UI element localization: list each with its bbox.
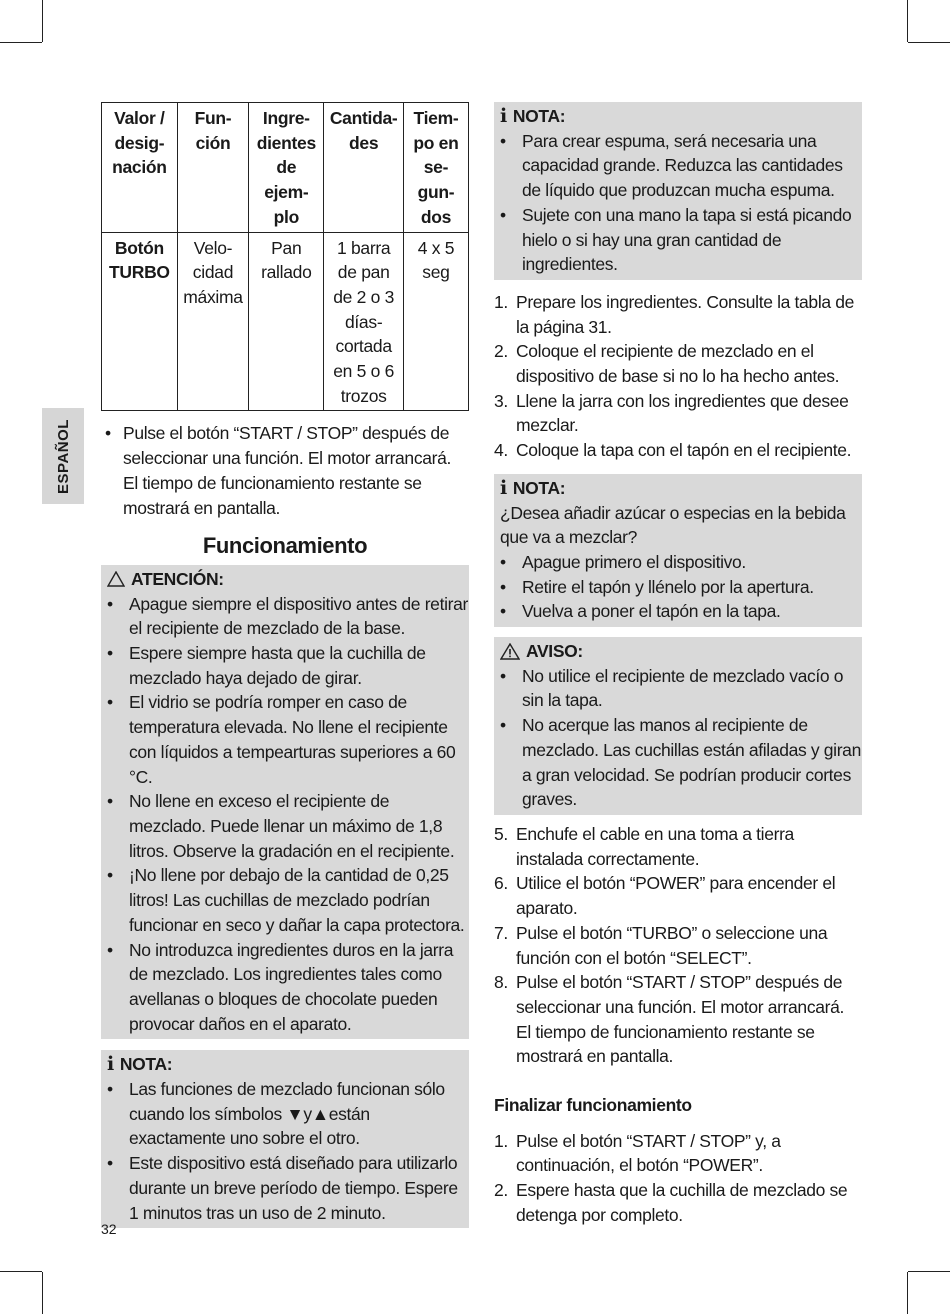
bullet: •: [500, 665, 506, 686]
step-text: Llene la jarra con los ingredientes que desee mezclar.: [516, 390, 849, 436]
table-header-cell: Tiem- po en se- gun- dos: [403, 103, 468, 233]
nota-title: [107, 1052, 469, 1077]
after-table-text: Pulse el botón “START / STOP” después de seleccionar una función. El motor arrancará. El tiempo de funcionamiento restante se mostrará en pantalla.: [123, 423, 451, 518]
bullet: •: [107, 692, 113, 713]
nota-title-text: NOTA:: [119, 1054, 173, 1075]
bullet: •: [107, 865, 113, 886]
aviso-title-text: AVISO:: [526, 641, 583, 662]
list-item-text: Las funciones de mezclado funcionan sólo cuando los símbolos ▼y▲están exactamente uno sobre el otro.: [129, 1079, 445, 1149]
list-item: [107, 938, 469, 1037]
step-text: Coloque la tapa con el tapón en el recipiente.: [516, 440, 852, 461]
bullet: •: [107, 1153, 113, 1174]
crop-mark: [907, 0, 908, 42]
nota-intro: ¿Desea añadir azúcar o especias en la bebida que va a mezclar?: [500, 502, 846, 548]
step-number: 7.: [494, 922, 508, 943]
aviso-list: [500, 664, 862, 812]
bullet: •: [500, 130, 506, 151]
list-item-text: Sujete con una mano la tapa si está picando hielo o si hay una gran cantidad de ingredientes.: [522, 204, 852, 275]
nota-title-text: NOTA:: [512, 106, 566, 126]
bullet: •: [107, 939, 113, 960]
bullet: •: [107, 643, 113, 664]
list-item: [107, 592, 469, 641]
info-icon: i: [500, 104, 507, 127]
nota-box-right-2: [494, 474, 862, 627]
atencion-list: [107, 592, 469, 1037]
step-item: [494, 921, 862, 970]
list-item: [107, 641, 469, 690]
language-tab-label: ESPAÑOL: [54, 418, 72, 494]
bullet: •: [500, 551, 506, 572]
step-text: Coloque el recipiente de mezclado en el dispositivo de base si no lo ha hecho antes.: [516, 341, 840, 387]
atencion-box: [101, 565, 469, 1039]
nota-title: [500, 104, 862, 129]
nota-list: [107, 1077, 469, 1225]
crop-mark: [42, 0, 43, 42]
list-item-text: No introduzca ingredientes duros en la jarra de mezclado. Los ingredientes tales como avellanas o bloques de chocolate pueden provocar daños en el aparato.: [129, 939, 454, 1034]
list-item: [500, 203, 862, 277]
list-item: [500, 550, 862, 575]
atencion-title-text: ATENCIÓN:: [131, 568, 224, 589]
list-item: [500, 599, 862, 624]
step-item: [494, 871, 862, 920]
table-cell: 4 x 5 seg: [403, 232, 468, 411]
step-item: [494, 389, 862, 438]
aviso-box: [494, 637, 862, 815]
list-item-text: Vuelva a poner el tapón en la tapa.: [522, 601, 781, 622]
list-item: [500, 575, 862, 600]
bullet: •: [500, 601, 506, 622]
step-number: 2.: [494, 341, 508, 362]
list-item-text: Para crear espuma, será necesaria una capacidad grande. Reduzca las cantidades de líquido que produzcan mucha espuma.: [522, 130, 843, 201]
step-number: 4.: [494, 440, 508, 461]
step-number: 8.: [494, 972, 508, 993]
step-text: Enchufe el cable en una toma a tierra instalada correctamente.: [516, 823, 794, 869]
step-number: 1.: [494, 1130, 508, 1151]
nota-box-left: [101, 1050, 469, 1228]
info-icon: i: [107, 1053, 114, 1076]
table-header-cell: Fun- ción: [177, 103, 248, 233]
table-header-cell: Ingre- dientes de ejem- plo: [249, 103, 324, 233]
crop-mark: [907, 1272, 908, 1314]
crop-mark: [0, 1271, 42, 1272]
step-number: 1.: [494, 291, 508, 312]
list-item-text: Apague siempre el dispositivo antes de retirar el recipiente de mezclado de la base.: [129, 593, 468, 639]
steps-list-a: [494, 290, 862, 463]
step-text: Prepare los ingredientes. Consulte la tabla de la página 31.: [516, 291, 855, 337]
list-item-text: No llene en exceso el recipiente de mezclado. Puede llenar un máximo de 1,8 litros. Observe la gradación en el recipiente.: [129, 791, 455, 861]
step-number: 3.: [494, 390, 508, 411]
section-title: Funcionamiento: [202, 533, 368, 559]
step-number: 2.: [494, 1180, 508, 1201]
table-cell: Botón TURBO: [102, 232, 178, 411]
crop-mark: [42, 1272, 43, 1314]
bullet: •: [105, 423, 111, 444]
list-item-text: ¡No llene por debajo de la cantidad de 0,25 litros! Las cuchillas de mezclado podrían funcionar en seco y dañar la capa protectora.: [129, 865, 465, 935]
step-item: [494, 290, 862, 339]
list-item: [107, 1151, 469, 1225]
list-item-text: Retire el tapón y llénelo por la apertura.: [522, 576, 814, 597]
nota-list: [500, 129, 862, 277]
bullet: •: [500, 576, 506, 597]
warning-icon: [107, 571, 125, 587]
table-cell: Pan rallado: [249, 232, 324, 411]
step-text: Pulse el botón “START / STOP” y, a continuación, el botón “POWER”.: [516, 1130, 781, 1176]
table-row: [102, 232, 469, 411]
list-item: [500, 664, 862, 713]
nota-list: [500, 550, 862, 624]
crop-mark: [908, 42, 950, 43]
list-item: [107, 690, 469, 789]
bullet: •: [500, 204, 506, 225]
bullet: •: [500, 715, 506, 736]
step-item: [494, 339, 862, 388]
warning-icon: [500, 643, 520, 660]
language-tab: [42, 408, 84, 504]
step-number: 6.: [494, 873, 508, 894]
crop-mark: [0, 42, 42, 43]
list-item-text: Este dispositivo está diseñado para utilizarlo durante un breve período de tiempo. Espere 1 minutos tras un uso de 2 minuto.: [129, 1153, 458, 1223]
table-header-row: [102, 103, 469, 233]
table-cell: 1 barra de pan de 2 o 3 días- cortada en 5 o 6 trozos: [324, 232, 403, 411]
step-item: [494, 1129, 862, 1178]
nota-title-text: NOTA:: [512, 477, 566, 498]
step-item: [494, 1178, 862, 1227]
crop-mark: [908, 1271, 950, 1272]
step-item: [494, 438, 862, 463]
list-item: [107, 863, 469, 937]
list-item: [500, 129, 862, 203]
table-body: [102, 232, 469, 411]
aviso-title: [500, 639, 862, 664]
list-item-text: No utilice el recipiente de mezclado vacío o sin la tapa.: [522, 665, 844, 711]
bullet: •: [107, 593, 113, 614]
step-number: 5.: [494, 823, 508, 844]
info-icon: i: [500, 476, 507, 499]
list-item-text: Espere siempre hasta que la cuchilla de mezclado haya dejado de girar.: [129, 643, 426, 688]
table-header-cell: Valor / desig- nación: [102, 103, 178, 233]
list-item: [500, 713, 862, 812]
list-item: [101, 421, 469, 520]
step-item: [494, 970, 862, 1069]
list-item: [107, 1077, 469, 1151]
page-number: 32: [101, 1221, 117, 1237]
list-item-text: No acerque las manos al recipiente de mezclado. Las cuchillas están afiladas y giran a gran velocidad. Se podrían producir cortes graves.: [522, 715, 861, 810]
step-text: Espere hasta que la cuchilla de mezclado se detenga por completo.: [516, 1180, 848, 1225]
list-item-text: El vidrio se podría romper en caso de temperatura elevada. No llene el recipiente con líquidos a tempearturas superiores a 60 °C.: [129, 692, 456, 787]
table-cell: Velo- cidad máxima: [177, 232, 248, 411]
settings-table: [101, 102, 469, 411]
step-item: [494, 822, 862, 871]
right-column: [494, 102, 862, 1228]
finalizar-heading: Finalizar funcionamiento: [494, 1095, 692, 1116]
steps-list-c: [494, 1129, 862, 1228]
list-item-text: Apague primero el dispositivo.: [522, 551, 746, 572]
step-text: Pulse el botón “START / STOP” después de seleccionar una función. El motor arrancará. El tiempo de funcionamiento restante se mostrará en pantalla.: [516, 972, 844, 1067]
atencion-title: [107, 567, 469, 592]
nota-box-right-1: [494, 102, 862, 280]
table-header-cell: Cantida- des: [324, 103, 403, 233]
step-text: Pulse el botón “TURBO” o seleccione una función con el botón “SELECT”.: [516, 922, 828, 968]
step-text: Utilice el botón “POWER” para encender el aparato.: [516, 873, 836, 919]
left-column: [101, 102, 469, 1228]
steps-list-b: [494, 822, 862, 1069]
nota-title: [500, 476, 862, 501]
bullet: •: [107, 1079, 113, 1100]
list-item: [107, 789, 469, 863]
bullet: •: [107, 791, 113, 812]
